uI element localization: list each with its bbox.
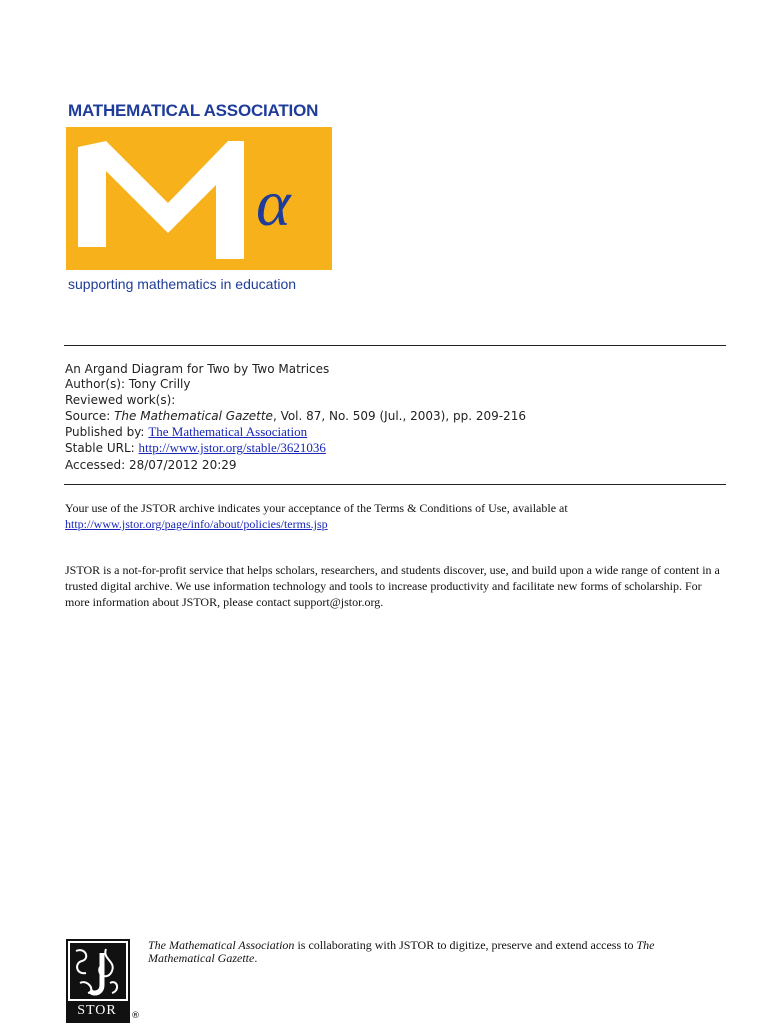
article-title: An Argand Diagram for Two by Two Matrices xyxy=(65,362,330,376)
footer-journal: The Mathematical Gazette xyxy=(148,938,655,965)
terms-link[interactable]: http://www.jstor.org/page/info/about/policies/terms.jsp xyxy=(65,517,328,531)
accessed-date: 28/07/2012 20:29 xyxy=(128,458,237,472)
top-rule xyxy=(64,345,726,346)
source-journal: The Mathematical Gazette xyxy=(114,409,273,423)
reviewed-label: Reviewed work(s): xyxy=(65,393,176,407)
logo-title: MATHEMATICAL ASSOCIATION xyxy=(68,101,319,120)
accessed-line xyxy=(65,458,237,473)
publisher-link[interactable]: The Mathematical Association xyxy=(148,424,308,439)
ma-logo xyxy=(66,127,332,270)
alpha-glyph: α xyxy=(256,167,291,240)
author-label: Author(s): xyxy=(65,377,126,391)
about-paragraph: JSTOR is a not-for-profit service that helps scholars, researchers, and students discover, use, and build upon a wide range of content in a trusted digital archive. We use information technology and tools to increase productivity and facilitate new forms of scholarship. For more information about JSTOR, please contact support@jstor.org. xyxy=(65,563,720,609)
author-line xyxy=(65,377,190,392)
terms-text: Your use of the JSTOR archive indicates your acceptance of the Terms & Conditions of Use, available at xyxy=(65,501,568,515)
footer-statement xyxy=(148,939,708,965)
logo-tagline: supporting mathematics in education xyxy=(68,276,297,292)
terms-paragraph xyxy=(65,500,725,532)
stable-label: Stable URL: xyxy=(65,441,135,455)
stable-url-line xyxy=(65,440,326,456)
registered-mark: ® xyxy=(131,1011,140,1021)
middle-rule xyxy=(64,484,726,485)
published-label: Published by: xyxy=(65,425,145,439)
author-name: Tony Crilly xyxy=(128,377,191,391)
source-details: , Vol. 87, No. 509 (Jul., 2003), pp. 209-216 xyxy=(272,409,526,423)
publisher-line xyxy=(65,424,307,440)
footer-period: . xyxy=(254,951,258,965)
jstor-wordmark: STOR xyxy=(77,1003,117,1018)
footer-org: The Mathematical Association xyxy=(148,938,295,952)
footer-text: is collaborating with JSTOR to digitize, preserve and extend access to xyxy=(294,938,637,952)
stable-url-link[interactable]: http://www.jstor.org/stable/3621036 xyxy=(138,440,326,455)
letter-m-shape xyxy=(78,141,244,259)
source-line xyxy=(65,409,526,424)
accessed-label: Accessed: xyxy=(65,458,126,472)
source-label: Source: xyxy=(65,409,111,423)
